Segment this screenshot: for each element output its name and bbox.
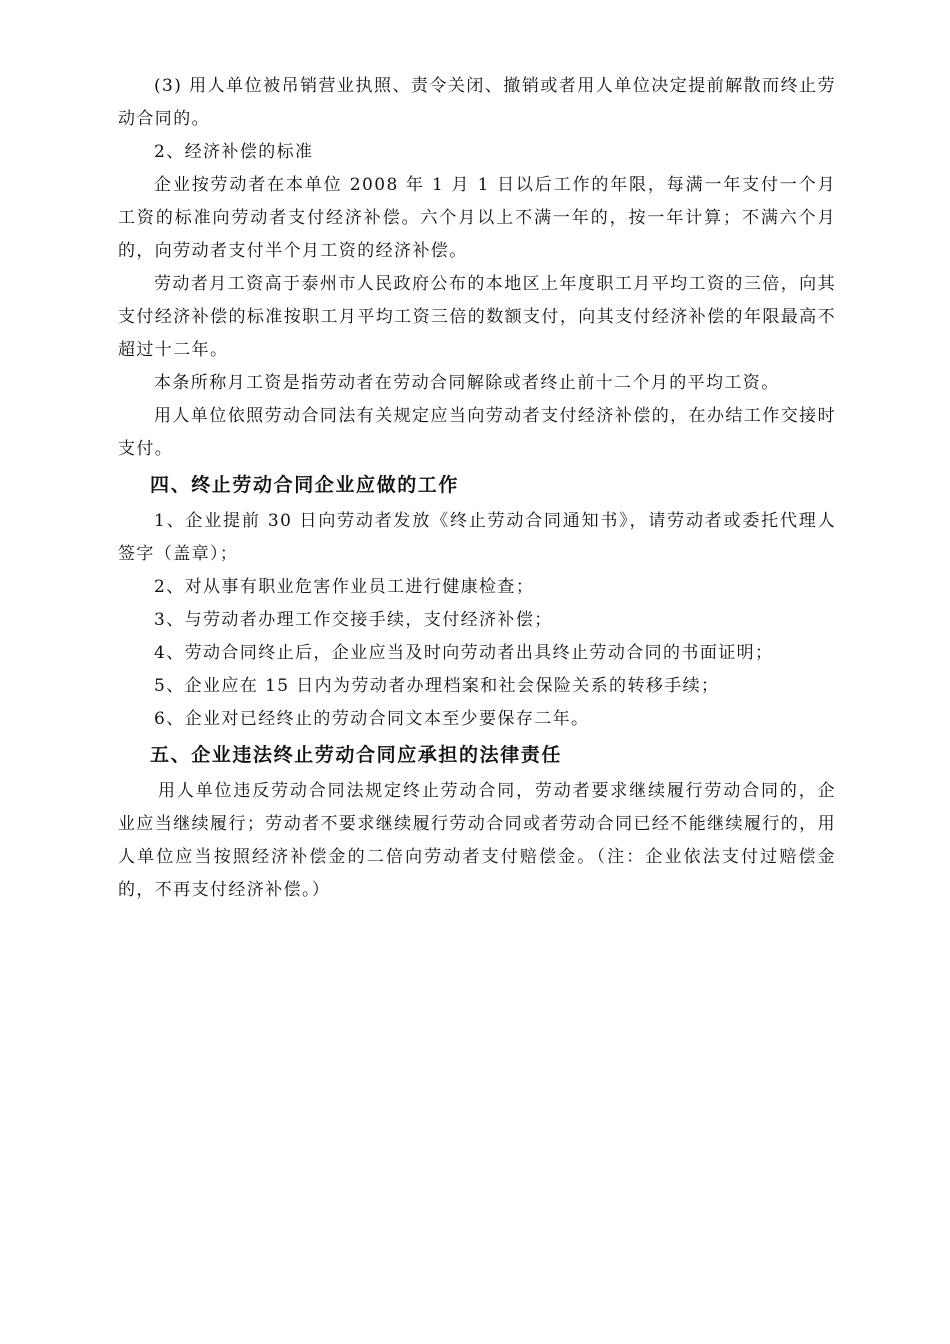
clause-3-paragraph: (3) 用人单位被吊销营业执照、责令关闭、撤销或者用人单位决定提前解散而终止劳动合同的。 — [118, 76, 836, 129]
monthly-wage-definition-paragraph: 本条所称月工资是指劳动者在劳动合同解除或者终止前十二个月的平均工资。 — [154, 373, 780, 393]
section-4-item-6: 6、企业对已经终止的劳动合同文本至少要保存二年。 — [154, 709, 590, 729]
section-4-heading: 四、终止劳动合同企业应做的工作 — [150, 474, 460, 496]
high-wage-cap-paragraph: 劳动者月工资高于泰州市人民政府公布的本地区上年度职工月平均工资的三倍，向其支付经济补偿的标准按职工月平均工资三倍的数额支付，向其支付经济补偿的年限最高不超过十二年。 — [118, 274, 836, 360]
section-4-item-4: 4、劳动合同终止后，企业应当及时向劳动者出具终止劳动合同的书面证明； — [154, 643, 774, 663]
legal-liability-paragraph: 用人单位违反劳动合同法规定终止劳动合同，劳动者要求继续履行劳动合同的，企业应当继续履行；劳动者不要求继续履行劳动合同或者劳动合同已经不能继续履行的，用人单位应当按照经济补偿金的二倍向劳动者支付赔偿金。（注：企业依法支付过赔偿金的，不再支付经济补偿。） — [118, 781, 836, 900]
compensation-standard-subheading: 2、经济补偿的标准 — [154, 142, 314, 162]
document-body — [118, 70, 836, 907]
compensation-calculation-paragraph: 企业按劳动者在本单位 2008 年 1 月 1 日以后工作的年限，每满一年支付一个月工资的标准向劳动者支付经济补偿。六个月以上不满一年的，按一年计算；不满六个月的，向劳动者支付半个月工资的经济补偿。 — [118, 175, 836, 261]
section-5-heading: 五、企业违法终止劳动合同应承担的法律责任 — [150, 744, 563, 766]
section-4-item-3: 3、与劳动者办理工作交接手续，支付经济补偿； — [154, 610, 553, 630]
section-4-item-5: 5、企业应在 15 日内为劳动者办理档案和社会保险关系的转移手续； — [154, 676, 720, 696]
section-4-item-1: 1、企业提前 30 日向劳动者发放《终止劳动合同通知书》，请劳动者或委托代理人签字（盖章）； — [118, 511, 836, 564]
payment-timing-paragraph: 用人单位依照劳动合同法有关规定应当向劳动者支付经济补偿的，在办结工作交接时支付。 — [118, 406, 836, 459]
section-4-item-2: 2、对从事有职业危害作业员工进行健康检查； — [154, 577, 535, 597]
